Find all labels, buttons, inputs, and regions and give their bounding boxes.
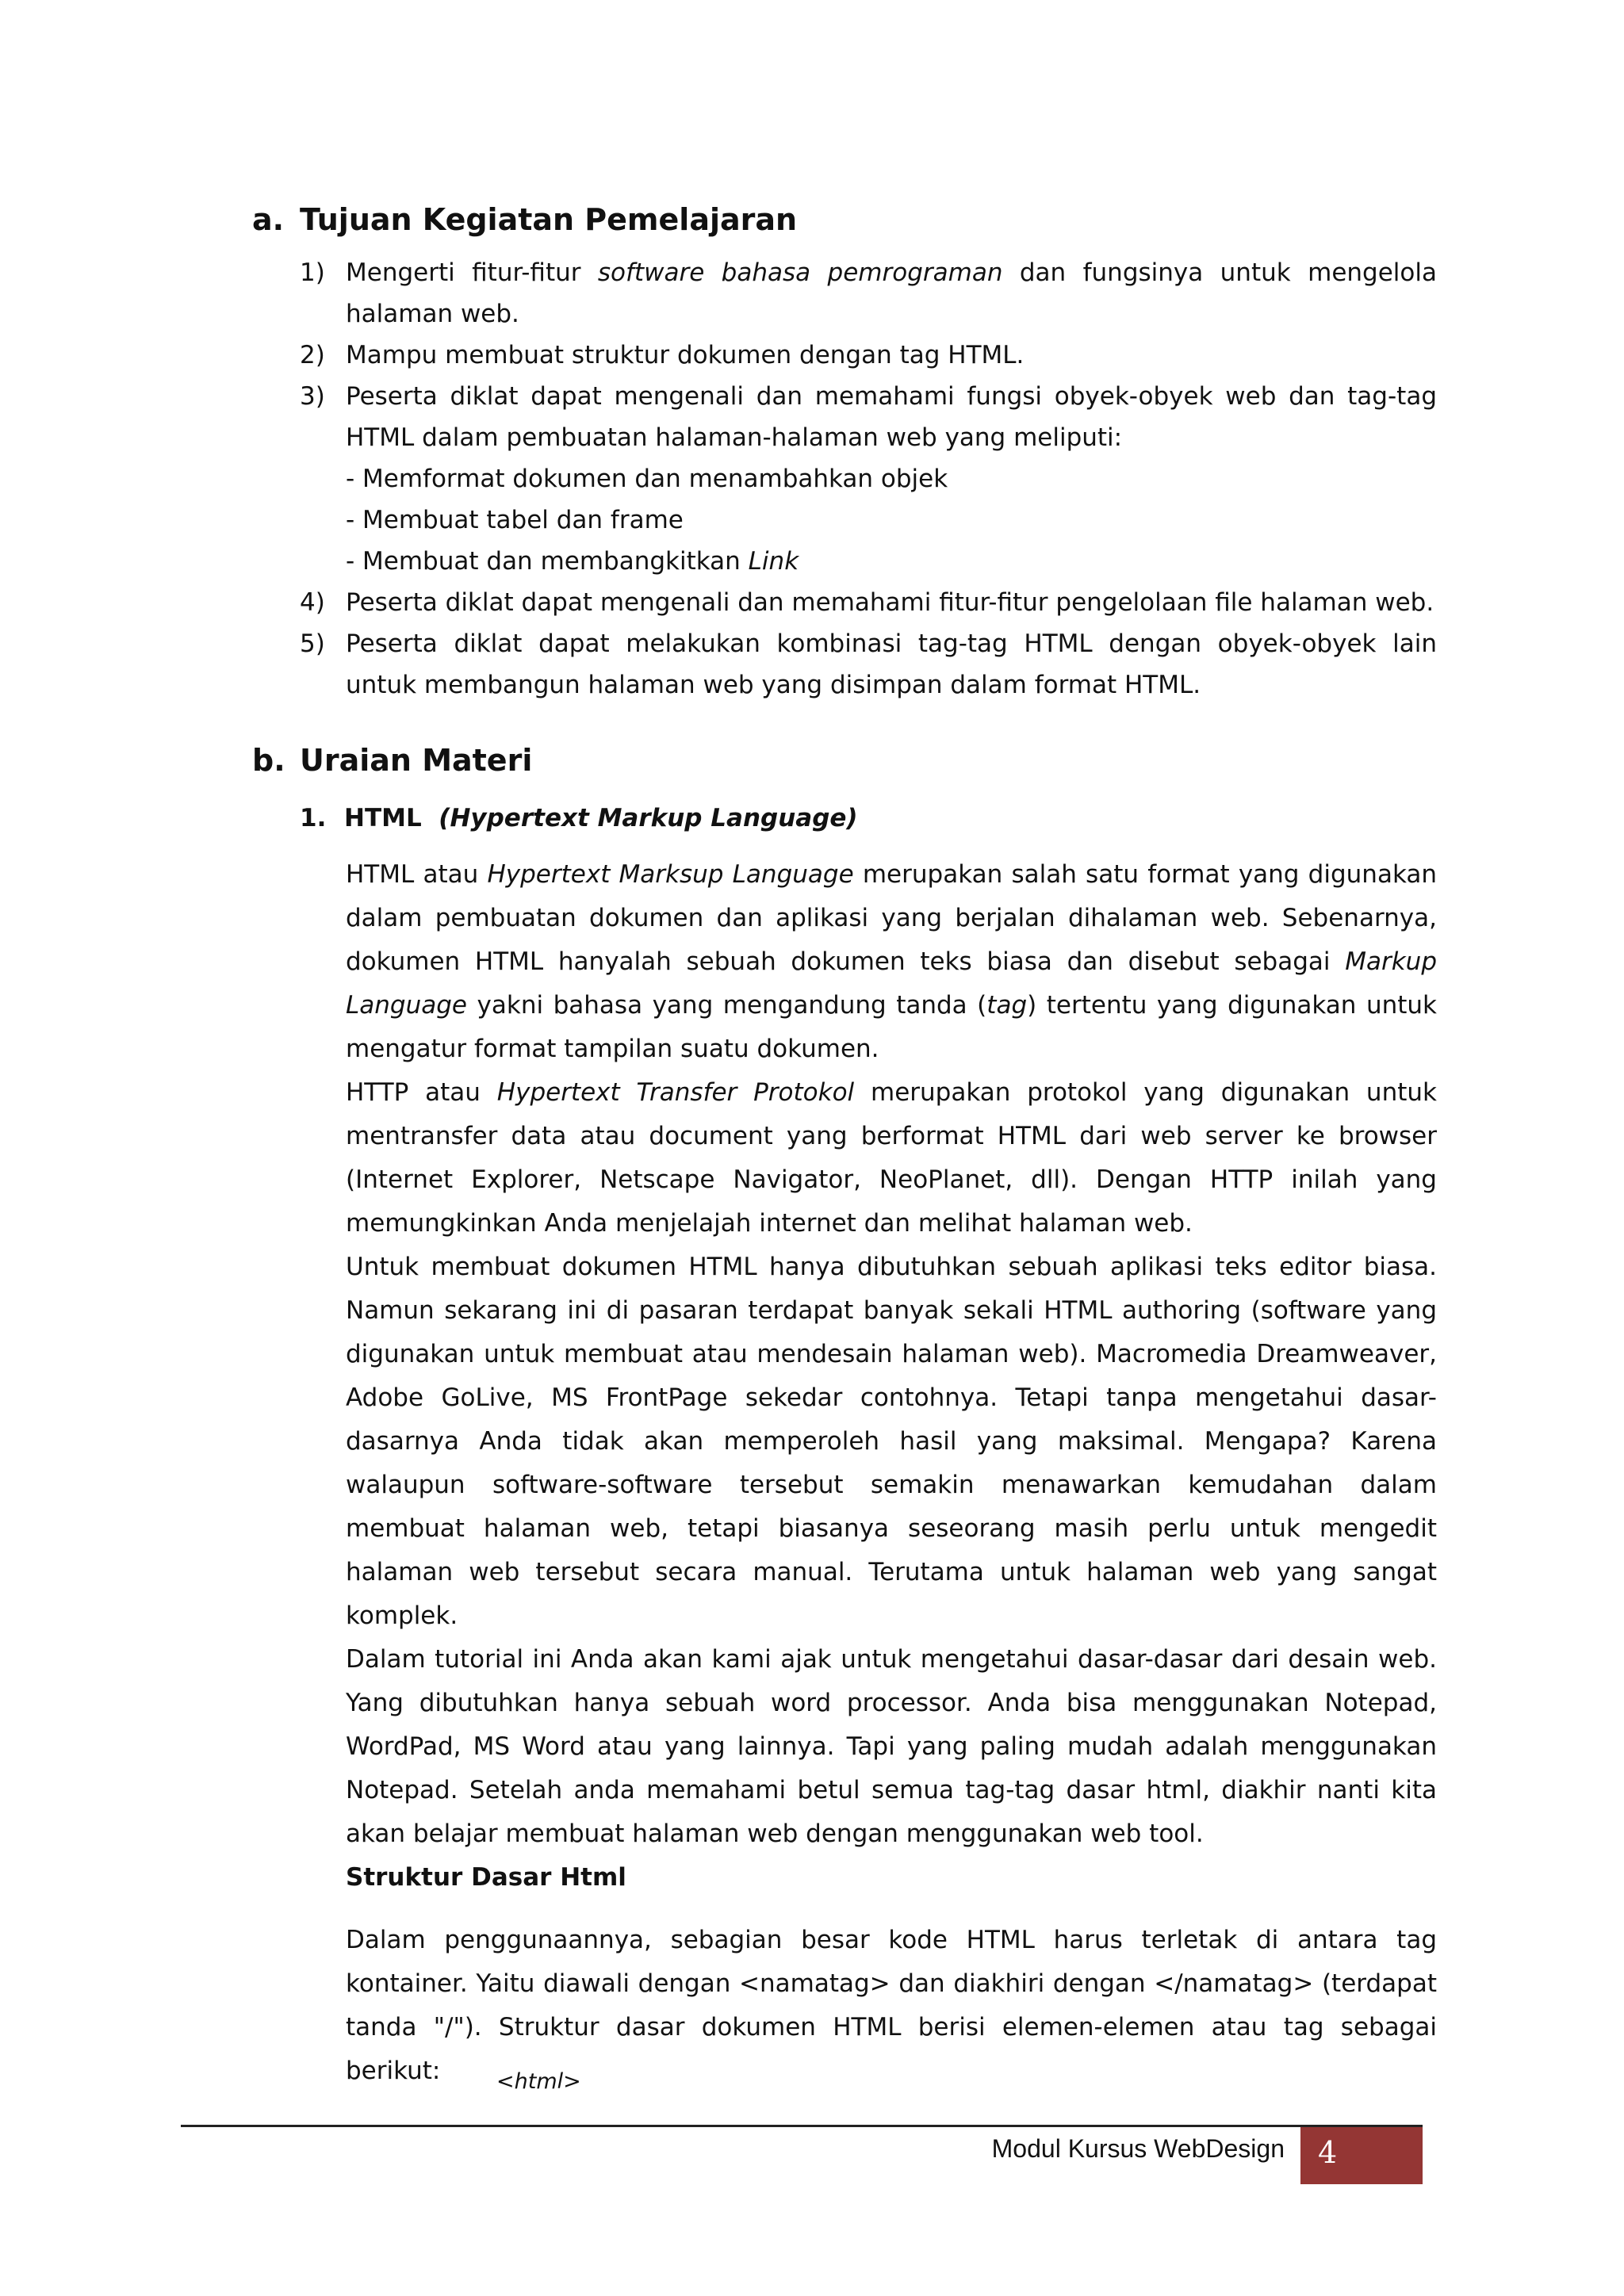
objective-italic-text: software bahasa pemrograman	[597, 258, 1003, 287]
objective-item-5	[300, 623, 1437, 706]
section-b-letter: b.	[252, 743, 285, 778]
paragraph-text: HTML atau	[346, 860, 488, 889]
paragraph-tutorial: Dalam tutorial ini Anda akan kami ajak untuk mengetahui dasar-dasar dari desain web. Yang dibutuhkan hanya sebuah word processor. Anda bisa menggunakan Notepad, WordPad, MS Word atau yang lainnya. Tapi yang paling mudah adalah menggunakan Notepad. Setelah anda memahami betul semua tag-tag dasar html, diakhir nanti kita akan belajar membuat halaman web dengan menggunakan web tool.	[346, 1645, 1437, 1848]
paragraph-italic: Hypertext Marksup Language	[487, 860, 854, 889]
objective-item-3	[300, 376, 1437, 582]
paragraph-text: merupakan protokol yang digunakan untuk mentransfer data atau document yang berformat HTML dari web server ke browser (Internet Explorer, Netscape Navigator, NeoPlanet, dll). Dengan HTTP inilah yang memungkinkan Anda menjelajah internet dan melihat halaman web.	[346, 1078, 1437, 1238]
objective-item-2	[300, 335, 1437, 376]
section-a-title: Tujuan Kegiatan Pemelajaran	[300, 202, 798, 237]
subsection-1-number: 1.	[300, 804, 327, 832]
objective-number: 1)	[300, 258, 325, 287]
objective-text: dan fungsinya untuk mengelola halaman web.	[346, 258, 1437, 328]
page-number: 4	[1318, 2135, 1338, 2170]
section-b-title: Uraian Materi	[300, 743, 533, 778]
paragraph-italic: Hypertext Transfer Protokol	[496, 1078, 855, 1107]
subsection-1-heading	[300, 804, 858, 832]
objectives-list	[300, 252, 1437, 706]
section-a-letter: a.	[252, 202, 285, 237]
footer-divider	[181, 2125, 1423, 2127]
objective-sub-item: - Membuat tabel dan frame	[346, 506, 684, 534]
structure-heading: Struktur Dasar Html	[346, 1863, 626, 1892]
section-b-heading	[252, 743, 533, 778]
page-number-badge	[1300, 2127, 1423, 2184]
paragraph-italic: tag	[986, 991, 1028, 1020]
subsection-1-title-italic: (Hypertext Markup Language)	[439, 804, 858, 832]
paragraph-html	[346, 853, 1437, 1071]
paragraph-text: ) tertentu yang digunakan untuk mengatur format tampilan suatu dokumen.	[346, 991, 1438, 1063]
paragraph-italic: Markup Language	[346, 947, 1437, 1020]
objective-text: Peserta diklat dapat mengenali dan memahami fungsi obyek-obyek web dan tag-tag HTML dalam pembuatan halaman-halaman web yang meliputi:	[346, 382, 1437, 452]
objective-text: Mengerti fitur-fitur	[346, 258, 598, 287]
paragraph-text: merupakan salah satu format yang digunakan dalam pembuatan dokumen dan aplikasi yang berjalan dihalaman web. Sebenarnya, dokumen HTML hanyalah sebuah dokumen teks biasa dan disebut sebagai	[346, 860, 1437, 976]
main-content	[346, 853, 1437, 1856]
objective-number: 5)	[300, 629, 325, 658]
paragraph-http	[346, 1071, 1437, 1246]
paragraph-text: yakni bahasa yang mengandung tanda (	[467, 991, 987, 1020]
structure-content	[346, 1919, 1437, 2093]
objective-sub-item: - Memformat dokumen dan menambahkan objek	[346, 465, 948, 493]
objective-number: 2)	[300, 341, 325, 369]
objective-sub-text: - Membuat dan membangkitkan	[346, 547, 749, 576]
objective-sub-item	[346, 541, 1437, 582]
objective-sub-italic: Link	[748, 547, 799, 576]
objective-number: 3)	[300, 382, 325, 411]
objective-sub-list	[346, 458, 1437, 582]
objective-item-4	[300, 582, 1437, 623]
paragraph-structure: Dalam penggunaannya, sebagian besar kode HTML harus terletak di antara tag kontainer. Yaitu diawali dengan <namatag> dan diakhiri dengan </namatag> (terdapat tanda "/"). Struktur dasar dokumen HTML berisi elemen-elemen atau tag sebagai berikut:	[346, 1926, 1437, 2085]
footer-title: Modul Kursus WebDesign	[991, 2134, 1285, 2163]
subsection-1-title: HTML	[344, 804, 422, 832]
objective-text: Peserta diklat dapat melakukan kombinasi tag-tag HTML dengan obyek-obyek lain untuk membangun halaman web yang disimpan dalam format HTML.	[346, 629, 1437, 699]
objective-text: Peserta diklat dapat mengenali dan memahami fitur-fitur pengelolaan file halaman web.	[346, 588, 1434, 617]
section-a-heading	[252, 202, 798, 237]
objective-text: Mampu membuat struktur dokumen dengan tag HTML.	[346, 341, 1025, 369]
objective-number: 4)	[300, 588, 325, 617]
paragraph-html-editor: Untuk membuat dokumen HTML hanya dibutuhkan sebuah aplikasi teks editor biasa. Namun sekarang ini di pasaran terdapat banyak sekali HTML authoring (software yang digunakan untuk membuat atau mendesain halaman web). Macromedia Dreamweaver, Adobe GoLive, MS FrontPage sekedar contohnya. Tetapi tanpa mengetahui dasar-dasarnya Anda tidak akan memperoleh hasil yang maksimal. Mengapa? Karena walaupun software-software tersebut semakin menawarkan kemudahan dalam membuat halaman web, tetapi biasanya seseorang masih perlu untuk mengedit halaman web tersebut secara manual. Terutama untuk halaman web yang sangat komplek.	[346, 1253, 1437, 1630]
objective-item-1	[300, 252, 1437, 335]
code-html-open-tag: <html>	[496, 2069, 581, 2094]
paragraph-text: HTTP atau	[346, 1078, 497, 1107]
